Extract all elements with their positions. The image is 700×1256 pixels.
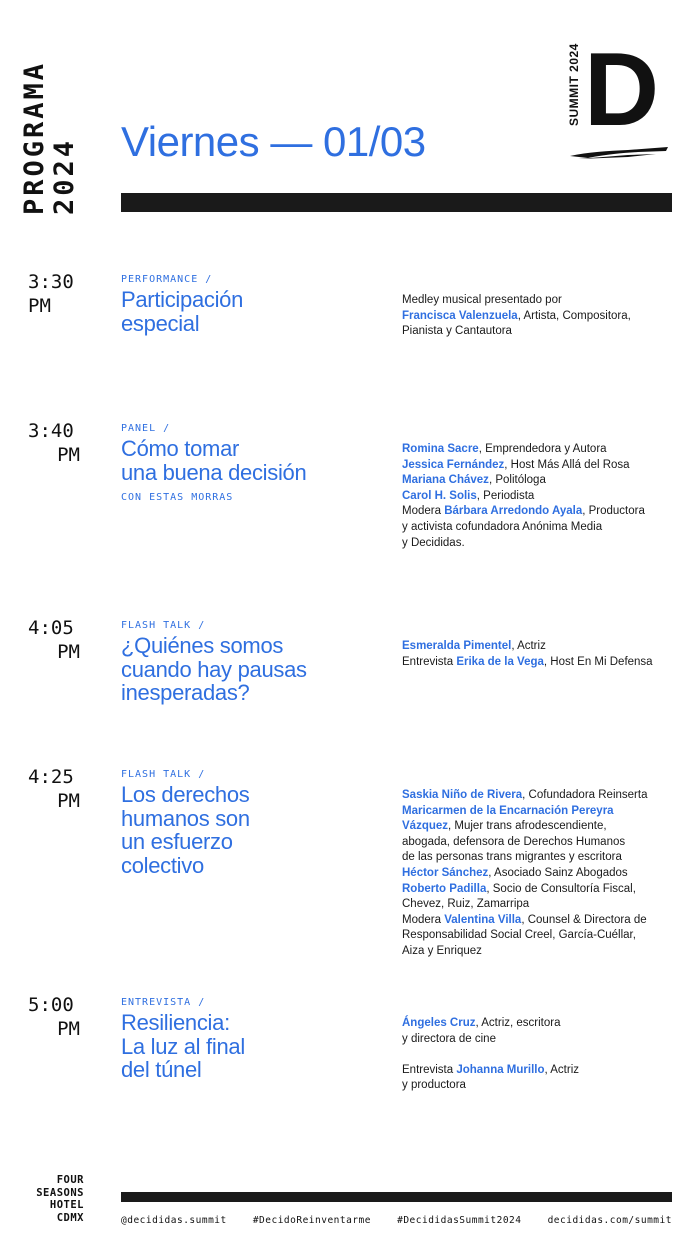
speaker-name: Francisca Valenzuela — [402, 309, 518, 322]
session-description — [402, 639, 692, 670]
time-value: 5:00 — [28, 994, 74, 1016]
description-line — [402, 458, 692, 474]
session-description — [402, 442, 692, 551]
description-line — [402, 804, 692, 820]
speaker-name: Roberto Padilla — [402, 882, 487, 895]
description-text: , Actriz, escritora — [475, 1017, 561, 1029]
page-title: Viernes — 01/03 — [121, 118, 426, 165]
time-ampm: PM — [57, 790, 80, 812]
header-divider-bar — [121, 193, 672, 212]
description-text: y Decididas. — [402, 536, 465, 549]
title-line: Los derechos — [121, 782, 250, 807]
venue-line: FOUR — [56, 1174, 84, 1186]
session-title — [121, 437, 371, 510]
time-ampm: PM — [28, 295, 51, 317]
description-line — [402, 1078, 692, 1094]
description-line — [402, 850, 692, 866]
speaker-name: Bárbara Arredondo Ayala — [444, 505, 583, 518]
description-line — [402, 882, 692, 898]
speaker-name: Johanna Murillo — [456, 1063, 545, 1076]
footer-hashtag-reinventarme[interactable]: #DecidoReinventarme — [252, 1215, 371, 1226]
description-line — [402, 1032, 692, 1048]
time-ampm: PM — [57, 641, 80, 663]
description-line — [402, 473, 692, 489]
description-text: , Actriz — [511, 640, 546, 652]
time-ampm: PM — [57, 1018, 80, 1040]
speaker-name: Valentina Villa — [444, 913, 522, 926]
description-text: , Asociado Sainz Abogados — [488, 866, 628, 879]
title-line: humanos son — [121, 805, 250, 831]
footer-divider-bar — [121, 1192, 672, 1202]
description-text: Entrevista — [402, 1063, 457, 1076]
title-line: especial — [121, 310, 200, 336]
description-text: , Politóloga — [488, 474, 546, 487]
speaker-name: Erika de la Vega — [456, 655, 544, 668]
description-line — [402, 442, 692, 458]
description-line — [402, 324, 692, 340]
description-line — [402, 944, 692, 960]
title-line: Cómo tomar — [121, 436, 240, 461]
speaker-name: Saskia Niño de Rivera — [402, 789, 523, 801]
description-line — [402, 1063, 692, 1079]
time-value: 3:40 — [28, 420, 74, 442]
session-title — [121, 288, 371, 335]
description-line — [402, 866, 692, 882]
session-time — [28, 270, 80, 318]
description-text: , Periodista — [476, 489, 535, 502]
footer — [121, 1215, 672, 1226]
time-ampm: PM — [57, 444, 80, 466]
description-text: , Socio de Consultoría Fiscal, — [486, 882, 636, 895]
description-line — [402, 655, 692, 671]
session-category: PERFORMANCE / — [121, 274, 213, 285]
time-value: 3:30 — [28, 271, 74, 293]
session-time — [28, 419, 80, 467]
description-line — [402, 788, 692, 804]
description-line — [402, 504, 692, 520]
description-line — [402, 639, 692, 655]
session-title — [121, 1011, 371, 1082]
session-title — [121, 634, 371, 705]
session-time — [28, 765, 80, 813]
description-line — [402, 1016, 692, 1032]
title-line: una buena decisión — [121, 459, 307, 485]
footer-hashtag-summit[interactable]: #DecididasSummit2024 — [397, 1215, 522, 1226]
description-text: Pianista y Cantautora — [402, 325, 512, 338]
footer-website-link[interactable]: decididas.com/summit — [547, 1215, 672, 1226]
description-text: , Mujer trans afrodescendiente, — [448, 820, 607, 833]
venue-line: HOTEL — [49, 1199, 84, 1211]
speaker-name: Jessica Fernández — [402, 458, 505, 471]
footer-instagram-handle[interactable]: @decididas.summit — [121, 1215, 227, 1226]
description-line — [402, 819, 692, 835]
description-line — [402, 1047, 692, 1063]
title-line: ¿Quiénes somos — [121, 633, 284, 658]
session-category: FLASH TALK / — [121, 769, 206, 780]
description-text: , Actriz — [544, 1063, 580, 1076]
venue-label — [28, 1174, 84, 1224]
venue-line: CDMX — [56, 1211, 84, 1224]
description-text: , Cofundadora Reinserta — [522, 789, 648, 801]
title-line: Participación — [121, 287, 244, 312]
title-line: colectivo — [121, 852, 204, 878]
speaker-name: Romina Sacre — [402, 443, 479, 455]
speaker-name: Vázquez — [402, 820, 449, 833]
description-text: abogada, defensora de Derechos Humanos — [402, 835, 626, 848]
session-category: PANEL / — [121, 423, 171, 434]
description-line — [402, 309, 692, 325]
session-description — [402, 293, 692, 340]
session-description — [402, 1016, 692, 1094]
title-line: un esfuerzo — [121, 829, 233, 854]
speaker-name: Ángeles Cruz — [402, 1017, 476, 1029]
description-line — [402, 913, 692, 929]
title-line: cuando hay pausas — [121, 656, 307, 682]
description-text: y productora — [402, 1079, 466, 1092]
description-line — [402, 897, 692, 913]
description-line — [402, 520, 692, 536]
speaker-name: Carol H. Solis — [402, 489, 477, 502]
description-line — [402, 293, 692, 309]
side-title-line-1: PROGRAMA — [19, 60, 50, 215]
description-text: Chevez, Ruiz, Zamarripa — [402, 898, 530, 911]
session-subtitle: CON ESTAS MORRAS — [121, 492, 234, 503]
description-text: Entrevista — [402, 655, 457, 668]
description-text: Responsabilidad Social Creel, García-Cuéllar, — [402, 929, 636, 942]
description-text: , Artista, Compositora, — [517, 309, 631, 322]
session-title — [121, 783, 371, 877]
side-title-line-2: 2024 — [49, 137, 80, 215]
brush-stroke-icon — [568, 142, 674, 162]
description-text: Medley musical presentado por — [402, 294, 562, 306]
description-line — [402, 928, 692, 944]
title-line: inesperadas? — [121, 680, 250, 705]
title-line: Resiliencia: — [121, 1010, 230, 1035]
time-value: 4:25 — [28, 766, 74, 788]
description-text: Modera — [402, 913, 445, 926]
session-time — [28, 993, 80, 1041]
description-text: , Host Más Allá del Rosa — [504, 458, 630, 471]
description-line — [402, 835, 692, 851]
speaker-name: Mariana Chávez — [402, 474, 489, 487]
title-line: La luz al final — [121, 1033, 245, 1059]
speaker-name: Maricarmen de la Encarnación Pereyra — [402, 804, 614, 817]
speaker-name: Héctor Sánchez — [402, 866, 489, 879]
session-category: FLASH TALK / — [121, 620, 206, 631]
description-line — [402, 536, 692, 552]
speaker-name: Esmeralda Pimentel — [402, 640, 512, 652]
time-value: 4:05 — [28, 617, 74, 639]
description-text: de las personas trans migrantes y escritora — [402, 851, 622, 864]
session-category: ENTREVISTA / — [121, 997, 206, 1008]
description-text: , Counsel & Directora de — [521, 913, 647, 926]
description-text: Aiza y Enriquez — [402, 944, 482, 957]
description-text: y directora de cine — [402, 1032, 496, 1045]
session-description — [402, 788, 692, 960]
side-title — [20, 61, 80, 215]
description-line — [402, 489, 692, 505]
description-text: , Productora — [582, 505, 645, 518]
logo-subtitle: SUMMIT 2024 — [567, 43, 581, 126]
title-line: del túnel — [121, 1057, 202, 1082]
description-text: , Host En Mi Defensa — [543, 655, 653, 668]
venue-line: SEASONS — [36, 1186, 84, 1199]
session-time — [28, 616, 80, 664]
description-text: , Emprendedora y Autora — [478, 443, 607, 455]
description-text: Modera — [402, 505, 445, 518]
description-text: y activista cofundadora Anónima Media — [402, 520, 603, 533]
logo-letter: D — [584, 32, 660, 148]
